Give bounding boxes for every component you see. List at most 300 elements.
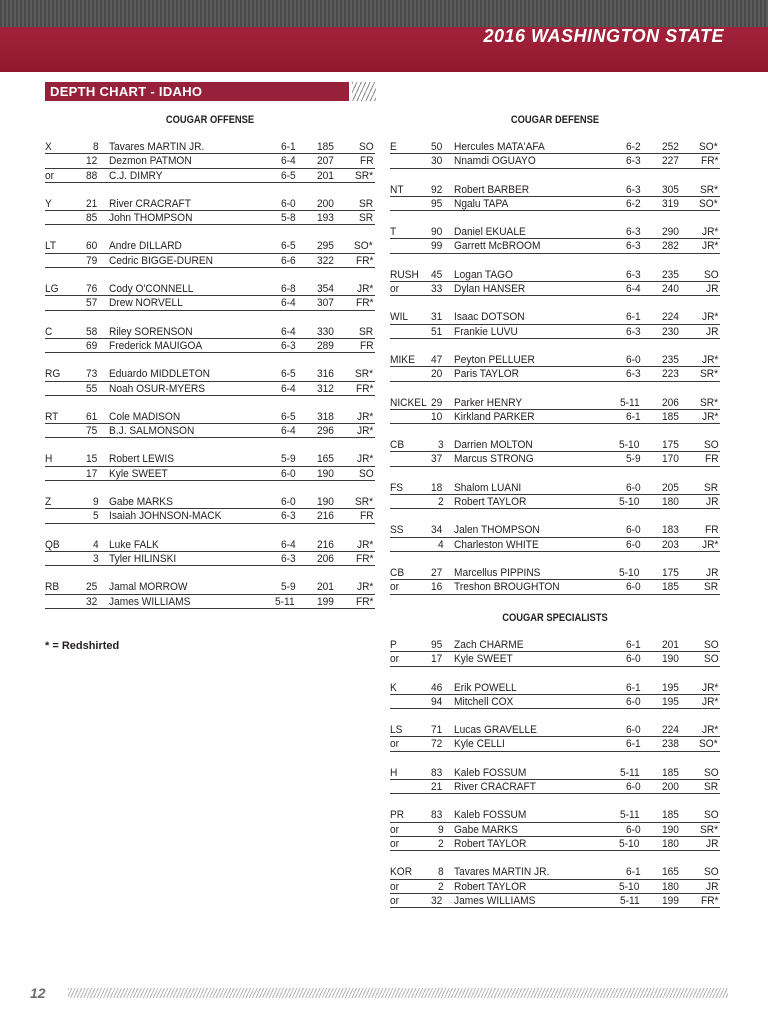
player-row	[45, 169, 375, 183]
position-label: SS	[390, 524, 404, 537]
player-class: FR	[359, 339, 374, 352]
player-weight: 165	[317, 453, 335, 466]
player-weight: 296	[317, 425, 335, 438]
player-weight: 185	[662, 410, 680, 423]
player-height: 6-0	[280, 496, 296, 509]
jersey-number: 79	[86, 254, 98, 267]
position-group	[45, 325, 375, 354]
jersey-number: 4	[92, 538, 99, 551]
position-label: LT	[45, 240, 57, 253]
position-label: H	[390, 766, 398, 779]
jersey-number: 17	[86, 467, 98, 480]
player-weight: 201	[662, 639, 680, 651]
position-label: MIKE	[390, 353, 415, 366]
player-class: SR	[704, 781, 719, 794]
player-weight: 190	[662, 653, 680, 666]
position-label: K	[390, 681, 397, 694]
position-group	[45, 282, 375, 311]
jersey-number: 60	[86, 240, 98, 253]
jersey-number: 45	[431, 268, 443, 281]
player-class: SR*	[354, 169, 373, 182]
position-label	[390, 538, 424, 551]
player-class: SO	[703, 809, 719, 822]
player-name: C.J. DIMRY	[109, 169, 163, 182]
player-class: JR*	[701, 695, 719, 708]
position-label: QB	[45, 538, 60, 551]
player-height: 5-10	[619, 837, 640, 850]
player-height: 5-10	[619, 439, 640, 452]
player-name: Logan TAGO	[454, 268, 513, 281]
player-height: 6-8	[280, 283, 296, 296]
player-weight: 205	[662, 481, 680, 494]
player-name: Marcellus PIPPINS	[454, 566, 541, 579]
player-weight: 165	[662, 866, 680, 879]
player-height: 6-1	[625, 311, 641, 324]
defense-roster	[390, 140, 720, 609]
player-row	[45, 410, 375, 424]
player-name: Kaleb FOSSUM	[454, 766, 527, 779]
player-row	[390, 837, 720, 851]
player-row	[390, 438, 720, 452]
player-height: 6-1	[280, 141, 296, 153]
player-row	[390, 197, 720, 211]
player-weight: 200	[317, 197, 335, 210]
jersey-number: 50	[431, 141, 443, 153]
player-row	[45, 254, 375, 268]
player-height: 6-3	[625, 226, 641, 239]
jersey-number: 72	[431, 738, 443, 751]
player-height: 6-4	[280, 297, 296, 310]
position-label: PR	[390, 809, 405, 822]
player-name: Dezmon PATMON	[109, 155, 192, 168]
player-weight: 183	[662, 524, 680, 537]
player-height: 6-3	[280, 339, 296, 352]
player-row	[390, 808, 720, 822]
position-label: P	[390, 639, 397, 651]
player-weight: 290	[662, 226, 680, 239]
player-weight: 185	[662, 766, 680, 779]
player-name: Hercules MATA'AFA	[454, 141, 545, 153]
header-title: 2016 WASHINGTON STATE	[483, 26, 724, 46]
player-weight: 282	[662, 240, 680, 253]
player-weight: 318	[317, 410, 335, 423]
jersey-number: 15	[86, 453, 98, 466]
player-class: FR*	[355, 254, 374, 267]
jersey-number: 47	[431, 353, 443, 366]
player-height: 6-4	[625, 283, 641, 296]
player-row	[45, 382, 375, 396]
player-row	[390, 310, 720, 324]
player-class: JR	[706, 837, 719, 850]
player-class: SR	[359, 212, 374, 225]
jersey-number: 4	[437, 538, 444, 551]
player-row	[45, 367, 375, 381]
player-row	[45, 239, 375, 253]
player-weight: 330	[317, 325, 335, 338]
jersey-number: 2	[437, 837, 444, 850]
jersey-number: 32	[86, 595, 98, 608]
player-weight: 240	[662, 283, 680, 296]
player-name: B.J. SALMONSON	[109, 425, 195, 438]
player-class: JR*	[701, 226, 719, 239]
position-label: CB	[390, 439, 405, 452]
player-class: JR*	[356, 538, 374, 551]
player-name: Charleston WHITE	[454, 538, 539, 551]
player-height: 6-4	[280, 325, 296, 338]
jersey-number: 73	[86, 368, 98, 381]
player-height: 6-4	[280, 382, 296, 395]
jersey-number: 31	[431, 311, 443, 324]
player-row	[390, 766, 720, 780]
player-height: 6-3	[625, 368, 641, 381]
position-group	[390, 353, 720, 382]
position-label: or	[390, 581, 400, 594]
player-weight: 223	[662, 368, 680, 381]
player-class: SO*	[699, 141, 718, 153]
player-row	[390, 140, 720, 154]
player-weight: 201	[317, 169, 335, 182]
player-height: 6-5	[280, 169, 296, 182]
player-name: James WILLIAMS	[454, 894, 536, 907]
player-class: SO	[358, 141, 374, 153]
jersey-number: 8	[92, 141, 99, 153]
player-height: 6-0	[625, 695, 641, 708]
position-label	[390, 325, 424, 338]
player-name: Daniel EKUALE	[454, 226, 526, 239]
jersey-number: 18	[431, 481, 443, 494]
player-class: JR*	[701, 311, 719, 324]
position-label	[390, 154, 424, 167]
player-height: 5-10	[619, 880, 640, 893]
jersey-number: 9	[437, 823, 444, 836]
position-label	[45, 382, 79, 395]
jersey-number: 2	[437, 880, 444, 893]
jersey-number: 32	[431, 894, 443, 907]
player-row	[390, 880, 720, 894]
player-weight: 216	[317, 538, 335, 551]
player-row	[45, 509, 375, 523]
position-group	[390, 566, 720, 595]
player-height: 5-9	[625, 453, 641, 466]
player-name: Cole MADISON	[109, 410, 181, 423]
position-group	[390, 865, 720, 908]
player-class: SO	[703, 766, 719, 779]
player-name: Darrien MOLTON	[454, 439, 533, 452]
player-row	[390, 737, 720, 751]
player-weight: 195	[662, 681, 680, 694]
player-row	[390, 523, 720, 537]
jersey-number: 71	[431, 724, 443, 737]
player-name: Shalom LUANI	[454, 481, 522, 494]
player-row	[390, 410, 720, 424]
player-class: JR*	[701, 681, 719, 694]
jersey-number: 30	[431, 155, 443, 168]
player-class: SO	[703, 653, 719, 666]
player-height: 6-1	[625, 410, 641, 423]
position-group	[45, 239, 375, 268]
player-name: Robert BARBER	[454, 183, 530, 196]
jersey-number: 25	[86, 581, 98, 594]
player-weight: 295	[317, 240, 335, 253]
player-height: 6-1	[625, 639, 641, 651]
player-name: Mitchell COX	[454, 695, 514, 708]
player-weight: 207	[317, 155, 335, 168]
player-row	[45, 424, 375, 438]
position-label: FS	[390, 481, 403, 494]
player-name: River CRACRAFT	[454, 781, 536, 794]
player-row	[390, 538, 720, 552]
player-row	[390, 495, 720, 509]
player-class: JR*	[356, 581, 374, 594]
player-height: 6-3	[625, 240, 641, 253]
position-group	[390, 438, 720, 467]
player-class: SR*	[699, 396, 718, 409]
player-class: JR*	[701, 353, 719, 366]
player-name: Zach CHARME	[454, 639, 524, 651]
player-name: Frankie LUVU	[454, 325, 518, 338]
player-row	[390, 681, 720, 695]
player-name: Garrett McBROOM	[454, 240, 541, 253]
position-label	[390, 695, 424, 708]
player-name: Marcus STRONG	[454, 453, 534, 466]
player-row	[390, 183, 720, 197]
player-name: Kyle SWEET	[454, 653, 513, 666]
player-name: Treshon BROUGHTON	[454, 581, 560, 594]
player-class: FR*	[700, 155, 719, 168]
position-label: LS	[390, 724, 403, 737]
position-label: E	[390, 141, 397, 153]
position-label: or	[390, 823, 400, 836]
player-weight: 252	[662, 141, 680, 153]
player-row	[390, 695, 720, 709]
player-height: 6-2	[625, 197, 641, 210]
jersey-number: 5	[92, 510, 99, 523]
player-name: Gabe MARKS	[109, 496, 173, 509]
player-height: 6-0	[625, 481, 641, 494]
player-height: 5-8	[280, 212, 296, 225]
player-weight: 235	[662, 268, 680, 281]
player-class: SO	[358, 467, 374, 480]
position-label: or	[390, 880, 400, 893]
player-name: Jamal MORROW	[109, 581, 188, 594]
player-class: SR	[704, 581, 719, 594]
position-group	[390, 523, 720, 552]
player-name: River CRACRAFT	[109, 197, 191, 210]
player-height: 6-0	[280, 467, 296, 480]
player-weight: 180	[662, 837, 680, 850]
position-group	[45, 495, 375, 524]
player-height: 6-0	[625, 353, 641, 366]
specialists-roster	[390, 638, 720, 922]
player-class: JR*	[356, 453, 374, 466]
player-height: 6-6	[280, 254, 296, 267]
player-name: Eduardo MIDDLETON	[109, 368, 210, 381]
player-weight: 316	[317, 368, 335, 381]
player-class: FR*	[355, 297, 374, 310]
jersey-number: 27	[431, 566, 443, 579]
position-label: Y	[45, 197, 52, 210]
player-class: SR	[359, 197, 374, 210]
player-height: 6-4	[280, 155, 296, 168]
player-weight: 190	[317, 467, 335, 480]
player-class: JR	[706, 283, 719, 296]
player-weight: 354	[317, 283, 335, 296]
position-group	[45, 452, 375, 481]
player-class: JR*	[701, 724, 719, 737]
jersey-number: 3	[437, 439, 444, 452]
player-weight: 230	[662, 325, 680, 338]
jersey-number: 9	[92, 496, 99, 509]
section-title: DEPTH CHART - IDAHO	[50, 84, 203, 99]
player-class: SO	[703, 439, 719, 452]
position-label: NT	[390, 183, 404, 196]
player-weight: 175	[662, 439, 680, 452]
player-class: JR*	[356, 283, 374, 296]
player-row	[45, 495, 375, 509]
player-class: SR	[704, 481, 719, 494]
position-group	[390, 310, 720, 339]
jersey-number: 20	[431, 368, 443, 381]
position-label	[45, 595, 79, 608]
player-weight: 235	[662, 353, 680, 366]
position-label	[45, 211, 79, 224]
player-name: Kaleb FOSSUM	[454, 809, 527, 822]
position-label: or	[390, 837, 400, 850]
player-weight: 185	[662, 581, 680, 594]
player-name: Frederick MAUIGOA	[109, 339, 203, 352]
player-name: Riley SORENSON	[109, 325, 193, 338]
player-name: Jalen THOMPSON	[454, 524, 540, 537]
player-weight: 319	[662, 197, 680, 210]
player-height: 6-5	[280, 368, 296, 381]
player-class: JR	[706, 566, 719, 579]
player-class: SO*	[699, 738, 718, 751]
position-group	[390, 723, 720, 752]
player-name: Paris TAYLOR	[454, 368, 519, 381]
player-name: Cody O'CONNELL	[109, 283, 194, 296]
player-row	[390, 481, 720, 495]
player-name: Noah OSUR-MYERS	[109, 382, 206, 395]
player-class: JR*	[701, 410, 719, 423]
jersey-number: 58	[86, 325, 98, 338]
player-weight: 170	[662, 453, 680, 466]
player-row	[390, 566, 720, 580]
player-row	[45, 467, 375, 481]
player-row	[390, 154, 720, 168]
position-label	[45, 467, 79, 480]
position-label: T	[390, 226, 397, 239]
position-label	[390, 410, 424, 423]
position-label: NICKEL	[390, 396, 427, 409]
position-label	[45, 339, 79, 352]
offense-title: COUGAR OFFENSE	[165, 114, 255, 126]
player-name: Luke FALK	[109, 538, 159, 551]
player-row	[45, 339, 375, 353]
player-name: Tavares MARTIN JR.	[454, 866, 550, 879]
defense-title: COUGAR DEFENSE	[510, 114, 600, 126]
player-class: FR	[359, 510, 374, 523]
footer-hatch	[68, 988, 728, 998]
player-class: SR	[359, 325, 374, 338]
player-height: 6-0	[625, 538, 641, 551]
player-weight: 185	[317, 141, 335, 153]
player-weight: 199	[317, 595, 335, 608]
player-name: Robert TAYLOR	[454, 496, 527, 509]
position-label: or	[390, 738, 400, 751]
player-name: Kyle CELLI	[454, 738, 505, 751]
jersey-number: 51	[431, 325, 443, 338]
player-row	[390, 780, 720, 794]
player-height: 6-5	[280, 240, 296, 253]
player-class: SO*	[354, 240, 373, 253]
position-label: Z	[45, 496, 52, 509]
player-weight: 193	[317, 212, 335, 225]
player-row	[45, 211, 375, 225]
position-label	[390, 495, 424, 508]
position-group	[390, 766, 720, 795]
player-row	[390, 325, 720, 339]
position-label: or	[390, 283, 400, 296]
jersey-number: 3	[92, 552, 99, 565]
player-height: 6-1	[625, 681, 641, 694]
player-class: SR*	[354, 496, 373, 509]
position-group	[390, 638, 720, 667]
position-group	[45, 580, 375, 609]
player-name: Kyle SWEET	[109, 467, 168, 480]
position-group	[390, 681, 720, 710]
player-row	[45, 197, 375, 211]
jersey-number: 88	[86, 169, 98, 182]
player-height: 6-4	[280, 425, 296, 438]
player-weight: 224	[662, 724, 680, 737]
player-height: 5-11	[620, 396, 640, 409]
jersey-number: 69	[86, 339, 98, 352]
player-weight: 216	[317, 510, 335, 523]
player-class: JR*	[701, 240, 719, 253]
player-height: 5-10	[619, 566, 640, 579]
position-group	[45, 367, 375, 396]
player-row	[390, 894, 720, 908]
player-weight: 199	[662, 894, 680, 907]
player-class: JR*	[356, 410, 374, 423]
position-label: WIL	[390, 311, 409, 324]
player-weight: 180	[662, 496, 680, 509]
position-group	[45, 197, 375, 226]
position-group	[45, 538, 375, 567]
player-name: Kirkland PARKER	[454, 410, 535, 423]
position-label: KOR	[390, 866, 413, 879]
player-height: 6-3	[625, 268, 641, 281]
player-name: Isaiah JOHNSON-MACK	[109, 510, 222, 523]
player-weight: 201	[317, 581, 335, 594]
player-class: FR*	[700, 894, 719, 907]
player-class: FR*	[355, 552, 374, 565]
position-label	[390, 367, 424, 380]
player-name: Lucas GRAVELLE	[454, 724, 537, 737]
player-height: 6-3	[625, 183, 641, 196]
jersey-number: 95	[431, 197, 443, 210]
position-label	[390, 452, 424, 465]
player-class: SO	[703, 268, 719, 281]
jersey-number: 85	[86, 212, 98, 225]
player-row	[45, 154, 375, 168]
player-row	[390, 396, 720, 410]
jersey-number: 16	[431, 581, 443, 594]
player-name: Ngalu TAPA	[454, 197, 509, 210]
page-number: 12	[30, 985, 46, 1001]
position-label: or	[390, 894, 400, 907]
player-height: 6-2	[625, 141, 641, 153]
